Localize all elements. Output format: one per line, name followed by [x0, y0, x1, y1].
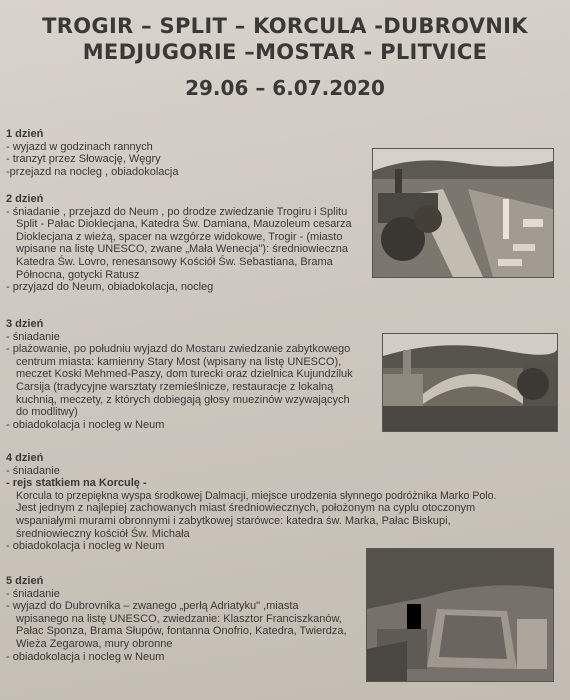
title-line-1: TROGIR – SPLIT – KORCULA -DUBROVNIK: [42, 14, 528, 38]
day-4-line: - rejs statkiem na Korculę -: [6, 477, 147, 490]
day-3-line: centrum miasta: kamienny Stary Most (wpisany na listę UNESCO),: [16, 355, 342, 368]
day-5-line: Wieża Zegarowa, mury obronne: [16, 637, 173, 650]
day-2-line: Split - Pałac Dioklecjana, Katedra Św. Damiana, Mauzoleum cesarza: [16, 218, 352, 231]
day-4-line: - śniadanie: [6, 464, 60, 477]
day-1-heading: 1 dzień: [6, 128, 44, 140]
day-3-line: - obiadokolacja i nocleg w Neum: [6, 418, 165, 431]
day-5-line: - wyjazd do Dubrovnika – zwanego „perłą Adriatyku" ,miasta: [6, 600, 299, 613]
day-1-line: - tranzyt przez Słowację, Węgry: [6, 153, 161, 166]
day-2-section: [6, 193, 352, 294]
day-2-line: Katedra Św. Lovro, renesansowy Kościół Św. Sebastiana, Brama: [16, 255, 333, 268]
day-3-line: - śniadanie: [6, 330, 60, 343]
day-4-line: Jest jednym z najlepiej zachowanych miast średniowiecznych, położonym na cyplu otoczonym: [16, 502, 476, 515]
day-4-line: średniowieczny kościół Św. Michała: [16, 527, 190, 540]
day-5-line: - obiadokolacja i nocleg w Neum: [6, 650, 165, 663]
day-5-section: [6, 575, 347, 663]
day-1-section: [6, 128, 178, 178]
trogir-harbor-photo: [372, 148, 554, 278]
dubrovnik-rooftops-photo: [366, 548, 554, 682]
day-2-line: Północna, gotycki Ratusz: [16, 268, 140, 281]
day-3-heading: 3 dzień: [6, 318, 44, 330]
day-1-line: -przejazd na nocleg , obiadokolacja: [6, 165, 179, 178]
day-2-line: - śniadanie , przejazd do Neum , po drodze zwiedzanie Trogiru i Splitu: [6, 205, 348, 218]
day-2-line: - przyjazd do Neum, obiadokolacja, nocleg: [6, 281, 214, 294]
day-4-line: Korcula to przepiękna wyspa środkowej Dalmacji, miejsce urodzenia słynnego podróżnika Marko Polo.: [16, 489, 497, 502]
day-2-line: Dioklecjana z wieżą, spacer na wzgórze widokowe, Trogir - (miasto: [16, 230, 343, 243]
day-4-line: wspaniałymi murami obronnymi i zabytkowej starówce: katedra św. Marka, Pałac Biskupi,: [16, 514, 451, 527]
day-5-line: Pałac Sponza, Brama Słupów, fontanna Onofrio, Katedra, Twierdza,: [16, 625, 347, 638]
day-1-line: - wyjazd w godzinach rannych: [6, 140, 153, 153]
day-2-line: wpisane na listę UNESCO, zwane „Mała Wenecja"): średniowieczna: [16, 243, 349, 256]
day-3-line: do modlitwy): [16, 406, 78, 419]
day-5-line: - śniadanie: [6, 587, 60, 600]
day-4-line: - obiadokolacja i nocleg w Neum: [6, 540, 165, 553]
day-4-section: [6, 452, 497, 553]
title-line-2: MEDJUGORIE –MOSTAR - PLITVICE: [82, 40, 488, 64]
day-3-line: meczet Koski Mehmed-Paszy, dom turecki oraz dzielnica Kujundziluk: [16, 368, 353, 381]
trip-dates: 29.06 – 6.07.2020: [185, 76, 385, 100]
day-4-heading: 4 dzień: [6, 452, 44, 464]
day-3-line: Carsija (tradycyjne warsztaty rzemieślnicze, restauracje z lokalną: [16, 380, 334, 393]
mostar-bridge-photo: [382, 333, 558, 432]
day-3-line: kuchnią, meczety, z których dobiegają głosy muezinów wzywających: [16, 393, 350, 406]
day-5-heading: 5 dzień: [6, 575, 44, 587]
day-2-heading: 2 dzień: [6, 193, 44, 205]
day-3-section: [6, 318, 353, 431]
day-5-line: wpisanego na listę UNESCO, zwiedzanie: Klasztor Franciszkanów,: [16, 612, 342, 625]
day-3-line: - plażowanie, po południu wyjazd do Mostaru zwiedzanie zabytkowego: [6, 343, 351, 356]
